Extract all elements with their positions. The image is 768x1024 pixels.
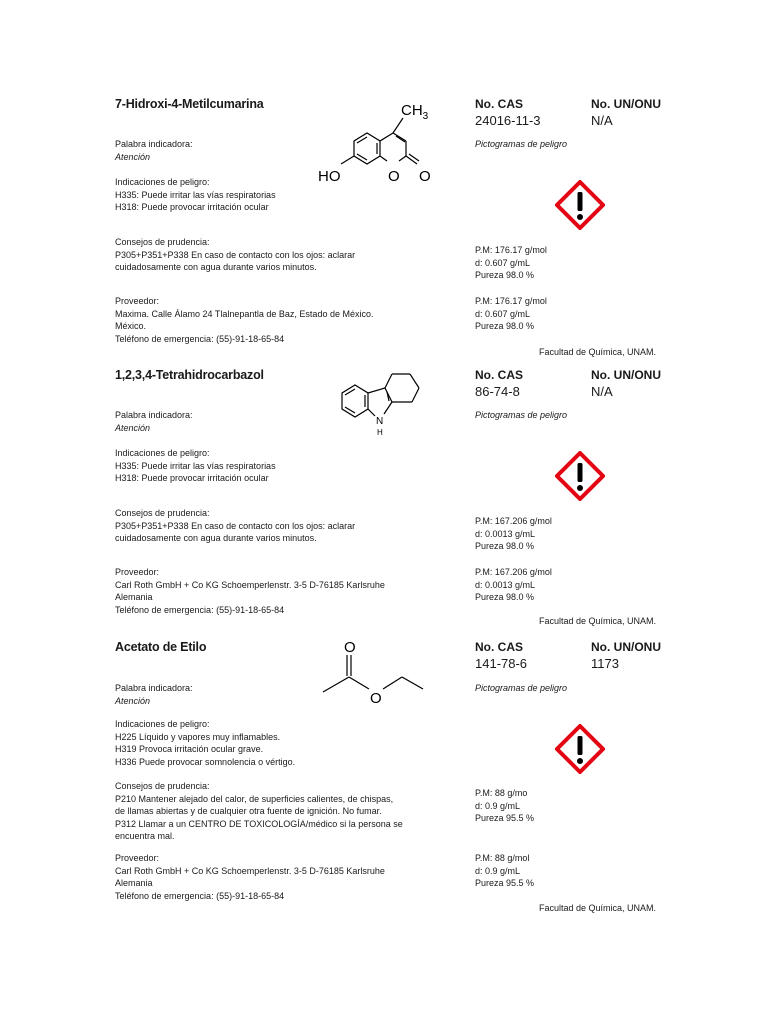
- hazard-statement: H335: Puede irritar las vías respiratorias: [115, 460, 276, 471]
- purity: Pureza 95.5 %: [475, 813, 535, 823]
- signal-word: Atención: [115, 422, 151, 433]
- molar-mass: P.M: 88 g/mo: [475, 788, 528, 798]
- purity: Pureza 98.0 %: [475, 541, 535, 551]
- cas-number: 141-78-6: [475, 656, 528, 671]
- hazard-statement: H225 Líquido y vapores muy inflamables.: [115, 731, 281, 742]
- footer-faculty: Facultad de Química, UNAM.: [539, 903, 657, 913]
- label-tetrahidrocarbazol: [0, 271, 768, 626]
- purity: Pureza 98.0 %: [475, 270, 535, 280]
- chemical-structure-ethyl-acetate: [318, 638, 428, 710]
- chemical-structure-tetrahydrocarbazole: [330, 371, 440, 449]
- precaution-line: cuidadosamente con agua durante varios minutos.: [115, 262, 317, 272]
- chemical-name: Acetato de Etilo: [115, 640, 207, 654]
- emergency-phone: Teléfono de emergencia: (55)-91-18-65-84: [115, 890, 285, 901]
- signal-word: Atención: [115, 695, 151, 706]
- density: d: 0.0013 g/mL: [475, 579, 536, 590]
- signal-word-label: Palabra indicadora:: [115, 139, 193, 149]
- molar-mass: P.M: 167.206 g/mol: [475, 567, 552, 577]
- hazard-label: Indicaciones de peligro:: [115, 448, 210, 458]
- carbonyl-oxygen-label: O: [419, 168, 431, 185]
- hazard-statement: H319 Provoca irritación ocular grave.: [115, 744, 264, 754]
- hazard-label: Indicaciones de peligro:: [115, 177, 210, 187]
- density: d: 0.0013 g/mL: [475, 528, 536, 539]
- cas-header: No. CAS: [475, 97, 523, 111]
- signal-word-block: [115, 138, 193, 163]
- precautionary-statements: [115, 507, 355, 545]
- footer-faculty: Facultad de Química, UNAM.: [539, 616, 657, 626]
- supplier-label: Proveedor:: [115, 296, 160, 306]
- signal-word-block: [115, 409, 193, 434]
- density: d: 0.607 g/mL: [475, 308, 531, 319]
- precaution-label: Consejos de prudencia:: [115, 237, 210, 247]
- carbonyl-oxygen-label: O: [344, 639, 356, 656]
- supplier-label: Proveedor:: [115, 567, 160, 577]
- exclamation-mark-icon: [555, 451, 605, 501]
- precaution-line: P312 Llamar a un CENTRO DE TOXICOLOGÍA/médico si la persona se: [115, 818, 403, 829]
- density: d: 0.9 g/mL: [475, 865, 521, 876]
- purity: Pureza 98.0 %: [475, 321, 535, 331]
- precautionary-statements: [115, 780, 403, 843]
- supplier-line: Maxima. Calle Álamo 24 Tlalnepantla de Baz, Estado de México.: [115, 308, 374, 319]
- cas-header: No. CAS: [475, 640, 523, 654]
- precautionary-statements: [115, 236, 355, 274]
- supplier-block: [115, 852, 385, 902]
- purity: Pureza 98.0 %: [475, 592, 535, 602]
- nitrogen-label: N: [376, 416, 384, 427]
- precaution-line: cuidadosamente con agua durante varios minutos.: [115, 533, 317, 543]
- chemical-name: 7-Hidroxi-4-Metilcumarina: [115, 97, 264, 111]
- exclamation-mark-icon: [555, 180, 605, 230]
- supplier-line: Alemania: [115, 878, 153, 888]
- supplier-line: Alemania: [115, 592, 153, 602]
- signal-word-label: Palabra indicadora:: [115, 683, 193, 693]
- hazard-statements: [115, 176, 276, 214]
- hazard-statement: H336 Puede provocar somnolencia o vértigo.: [115, 756, 296, 767]
- precaution-line: P305+P351+P338 En caso de contacto con los ojos: aclarar: [115, 520, 356, 531]
- molar-mass: P.M: 88 g/mol: [475, 853, 530, 863]
- chemical-structure-coumarin: [315, 98, 455, 190]
- cas-header: No. CAS: [475, 368, 523, 382]
- cas-number: 24016-11-3: [475, 113, 541, 128]
- properties-block: [475, 787, 534, 825]
- cas-number: 86-74-8: [475, 384, 520, 399]
- ho-label: HO: [318, 168, 341, 185]
- pictograms-label: Pictogramas de peligro: [475, 410, 568, 420]
- hydrogen-label: H: [377, 428, 383, 437]
- chemical-name: 1,2,3,4-Tetrahidrocarbazol: [115, 368, 264, 382]
- precaution-line: encuentra mal.: [115, 831, 175, 841]
- label-7-hidroxi-4-metilcumarina: [0, 0, 768, 357]
- hazard-statements: [115, 718, 295, 768]
- density: d: 0.607 g/mL: [475, 257, 531, 268]
- ch3-label: $CH_3$: [401, 102, 429, 122]
- signal-word-label: Palabra indicadora:: [115, 410, 193, 420]
- un-header: No. UN/ONU: [591, 368, 661, 382]
- precaution-line: P210 Mantener alejado del calor, de superficies calientes, de chispas,: [115, 793, 394, 804]
- un-number: N/A: [591, 113, 613, 128]
- exclamation-mark-icon: [555, 724, 605, 774]
- footer-faculty: Facultad de Química, UNAM.: [539, 347, 657, 357]
- molar-mass: P.M: 176.17 g/mol: [475, 296, 547, 306]
- hazard-statement: H318: Puede provocar irritación ocular: [115, 202, 269, 212]
- hazard-statements: [115, 447, 276, 485]
- un-header: No. UN/ONU: [591, 97, 661, 111]
- supplier-label: Proveedor:: [115, 853, 160, 863]
- hazard-statement: H335: Puede irritar las vías respiratorias: [115, 189, 276, 200]
- label-acetato-de-etilo: [0, 543, 768, 913]
- emergency-phone: Teléfono de emergencia: (55)-91-18-65-84: [115, 333, 285, 344]
- signal-word-block: [115, 682, 193, 707]
- properties-block-2: [475, 852, 534, 890]
- molar-mass: P.M: 167.206 g/mol: [475, 516, 552, 526]
- pictograms-label: Pictogramas de peligro: [475, 139, 568, 149]
- supplier-line: Carl Roth GmbH + Co KG Schoemperlenstr. 3-5 D-76185 Karlsruhe: [115, 865, 385, 876]
- ester-oxygen-label: O: [370, 690, 382, 707]
- precaution-label: Consejos de prudencia:: [115, 508, 210, 518]
- un-number: 1173: [591, 656, 619, 671]
- ring-oxygen-label: O: [388, 168, 400, 185]
- hazard-label: Indicaciones de peligro:: [115, 719, 210, 729]
- un-header: No. UN/ONU: [591, 640, 661, 654]
- supplier-line: México.: [115, 321, 147, 331]
- precaution-label: Consejos de prudencia:: [115, 781, 210, 791]
- pictograms-label: Pictogramas de peligro: [475, 683, 568, 693]
- signal-word: Atención: [115, 151, 151, 162]
- supplier-line: Carl Roth GmbH + Co KG Schoemperlenstr. 3-5 D-76185 Karlsruhe: [115, 579, 385, 590]
- precaution-line: P305+P351+P338 En caso de contacto con los ojos: aclarar: [115, 249, 356, 260]
- purity: Pureza 95.5 %: [475, 878, 535, 888]
- density: d: 0.9 g/mL: [475, 800, 521, 811]
- hazard-statement: H318: Puede provocar irritación ocular: [115, 473, 269, 483]
- molar-mass: P.M: 176.17 g/mol: [475, 245, 547, 255]
- emergency-phone: Teléfono de emergencia: (55)-91-18-65-84: [115, 604, 285, 615]
- un-number: N/A: [591, 384, 613, 399]
- precaution-line: de llamas abiertas y de cualquier otra fuente de ignición. No fumar.: [115, 806, 382, 816]
